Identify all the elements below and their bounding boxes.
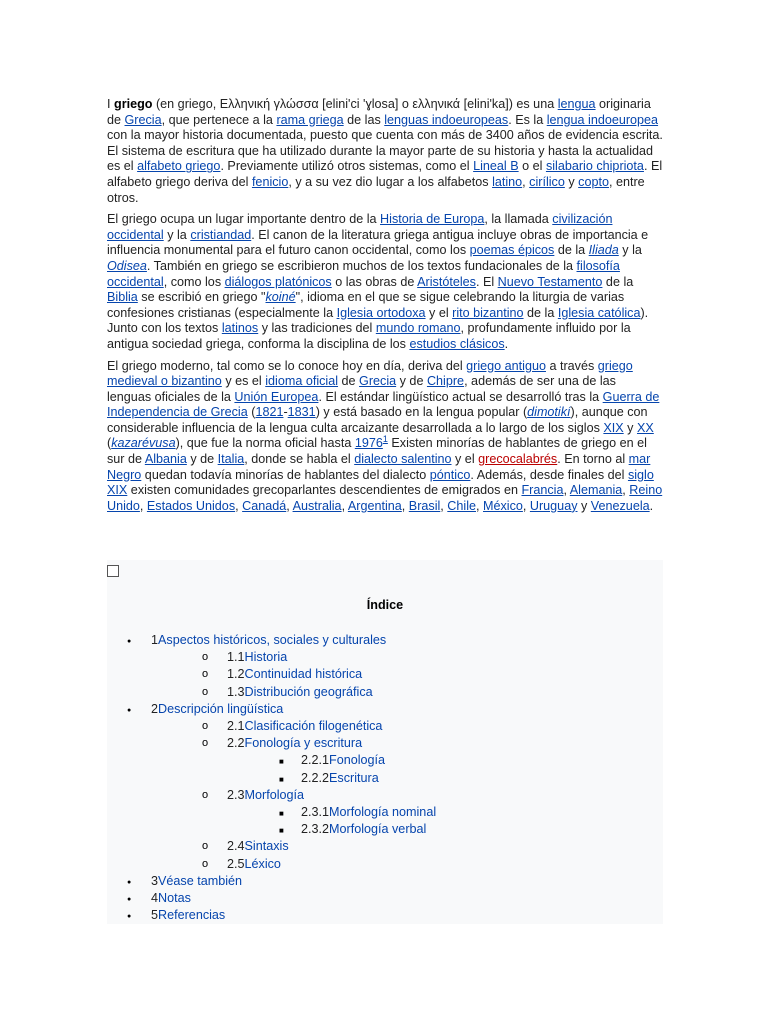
link-alfabeto-griego[interactable]: alfabeto griego [137, 159, 221, 174]
toc-item[interactable] [227, 839, 289, 855]
link-lineal-b[interactable]: Lineal B [473, 159, 519, 174]
text: , profundamente influido por la antigua sociedad griega, conforma la disciplina de los [107, 321, 631, 351]
toc-item[interactable] [227, 788, 304, 804]
toc-item[interactable] [301, 771, 379, 787]
text: , [401, 498, 409, 513]
toc-bullet-icon: ■ [279, 774, 284, 784]
text: a través [545, 358, 598, 373]
text: . El [475, 274, 498, 289]
text: . Además, desde finales del [470, 467, 628, 482]
text: de la [602, 274, 634, 289]
link-italia[interactable]: Italia [217, 452, 245, 467]
text: de las [343, 112, 385, 127]
text: , como los [163, 274, 225, 289]
toc-bullet-icon: ● [127, 913, 132, 921]
text: ) y está basado en la lengua popular ( [315, 405, 528, 420]
text: I [107, 97, 114, 111]
toc-item-link[interactable]: Distribución geográfica [244, 684, 373, 699]
toc-bullet-icon: o [202, 857, 209, 870]
text: se escribió en griego " [137, 290, 266, 305]
text: y de [186, 452, 218, 467]
link-estudios-clasicos[interactable]: estudios clásicos [409, 336, 505, 351]
toc-bullet-icon: o [202, 685, 209, 698]
link-1831[interactable]: 1831 [287, 405, 316, 420]
link-argentina[interactable]: Argentina [347, 498, 402, 513]
article-body [107, 97, 663, 520]
link-grecocalabres[interactable]: grecocalabrés [478, 452, 558, 467]
link-cristiandad[interactable]: cristiandad [190, 227, 252, 242]
text: quedan todavía minorías de hablantes del dialecto [141, 467, 430, 482]
toc-item-link[interactable]: Continuidad histórica [244, 667, 363, 682]
link-venezuela[interactable]: Venezuela [590, 498, 650, 513]
toc-item-link[interactable]: Morfología nominal [329, 805, 437, 819]
link-iglesia-catolica[interactable]: Iglesia católica [557, 305, 641, 320]
toc-bullet-icon: ● [127, 638, 132, 645]
toc-item[interactable] [151, 908, 225, 924]
text: , [476, 498, 483, 513]
text: , y a su vez dio lugar a los alfabetos [288, 174, 493, 189]
text: , [522, 174, 530, 189]
link-mexico[interactable]: México [483, 498, 523, 513]
link-albania[interactable]: Albania [144, 452, 187, 467]
text: , [139, 498, 147, 513]
text: . El alfabeto griego deriva del [107, 159, 663, 189]
link-siglo-xix[interactable]: XIX [603, 420, 624, 435]
toc-item-link[interactable]: Aspectos históricos, sociales y culturales [158, 633, 387, 647]
link-rama-griega[interactable]: rama griega [276, 112, 344, 127]
text: de [338, 374, 360, 389]
link-silabario-chipriota[interactable]: silabario chipriota [545, 159, 644, 174]
link-chipre[interactable]: Chipre [426, 374, 465, 389]
text: y [577, 498, 591, 513]
text: El griego moderno, tal como se lo conoce hoy en día, deriva del [107, 358, 467, 373]
link-dialogos-platonicos[interactable]: diálogos platónicos [224, 274, 332, 289]
text: - [283, 405, 288, 420]
link-siglo-xix-2[interactable]: siglo XIX [107, 467, 654, 498]
text: ( [107, 436, 112, 451]
link-cirilico[interactable]: cirílico [529, 174, 565, 189]
toc-item-link[interactable]: Historia [244, 650, 288, 665]
toc-title: Índice [366, 598, 404, 612]
text: de la [554, 243, 589, 258]
toc-bullet-icon: o [202, 737, 209, 750]
text: ), que fue la norma oficial hasta [175, 436, 355, 451]
toc-bullet-icon: o [202, 720, 209, 732]
text: , donde se habla el [244, 452, 355, 467]
text: , que pertenece a la [161, 112, 277, 127]
toc-item-link[interactable]: Véase también [158, 873, 243, 888]
text: . El canon de la literatura griega antigua incluye obras de importancia e influencia monumental para el futuro canon occidental, como los [107, 227, 649, 258]
link-kazarevusa[interactable]: kazarévusa [111, 436, 176, 451]
toc-item-link[interactable]: Morfología verbal [329, 822, 427, 837]
toc-item-number: 2.3.1 [301, 805, 330, 819]
toc-item-number: 1 [151, 633, 159, 647]
text: y las tradiciones del [258, 321, 376, 336]
link-nuevo-testamento[interactable]: Nuevo Testamento [497, 274, 603, 289]
toc-item[interactable] [151, 891, 191, 907]
toc-item-link[interactable]: Fonología [329, 753, 386, 768]
toc-item-number: 5 [151, 908, 159, 923]
paragraph-1 [107, 97, 663, 206]
toc-item-number: 1.1 [227, 650, 245, 665]
text: . [649, 498, 654, 513]
link-iglesia-ortodoxa[interactable]: Iglesia ortodoxa [336, 305, 426, 320]
text: ( [247, 405, 256, 420]
text: y [623, 420, 637, 435]
toc-item[interactable] [151, 874, 242, 890]
toc-item-number: 4 [151, 891, 159, 905]
article-subject: griego [114, 97, 153, 111]
link-canada[interactable]: Canadá [242, 498, 287, 513]
text: , [563, 483, 570, 498]
link-mundo-romano[interactable]: mundo romano [375, 321, 461, 336]
table-of-contents [107, 560, 663, 924]
toc-item-number: 2.2 [227, 736, 245, 751]
text: , entre otros. [107, 174, 645, 205]
text: o las obras de [331, 274, 418, 289]
link-siglo-xx[interactable]: XX [636, 420, 654, 435]
toc-bullet-icon: ■ [279, 826, 284, 836]
toc-item-link[interactable]: Clasificación filogenética [244, 719, 383, 733]
text: , [440, 498, 448, 513]
link-biblia[interactable]: Biblia [107, 290, 138, 305]
toc-item-link[interactable]: Escritura [329, 770, 379, 785]
toc-item-link[interactable]: Morfología [244, 787, 305, 802]
link-historia-europa[interactable]: Historia de Europa [380, 212, 485, 227]
link-civilizacion-occidental[interactable]: civilización occidental [107, 212, 613, 242]
toc-item-number: 2.4 [227, 839, 245, 854]
text: y la [163, 227, 191, 242]
text: , [235, 498, 243, 513]
toc-item[interactable] [227, 857, 281, 873]
link-dialecto-salentino[interactable]: dialecto salentino [354, 452, 452, 467]
text: existen comunidades grecoparlantes descendientes de emigrados en [127, 483, 522, 498]
link-union-europea[interactable]: Unión Europea [234, 389, 319, 404]
text: , [341, 498, 348, 513]
link-idioma-oficial[interactable]: idioma oficial [265, 374, 339, 389]
link-francia[interactable]: Francia [521, 483, 564, 498]
text: y el [451, 452, 479, 467]
toc-item-link[interactable]: Sintaxis [244, 839, 289, 854]
text: . En torno al [557, 452, 629, 467]
link-filosofia-occidental[interactable]: filosofía occidental [107, 258, 620, 289]
toc-item-link[interactable]: Notas [158, 891, 191, 905]
toc-item[interactable] [227, 736, 362, 752]
link-lengua-indoeuropea[interactable]: lengua indoeuropea [546, 112, 659, 127]
toc-item-number: 2.3.2 [301, 822, 330, 837]
toc-item[interactable] [301, 822, 426, 838]
toc-item-number: 2.3 [227, 787, 245, 802]
text: , la llamada [484, 212, 553, 227]
toc-item-number: 1.3 [227, 684, 245, 699]
text: y la [618, 243, 642, 258]
link-odisea[interactable]: Odisea [107, 258, 147, 273]
text: con la mayor historia documentada, puesto que cuenta con más de 3400 años de evidencia escrita. El sistema de escritura que ha utilizado durante la mayor parte de su historia y hasta la actualidad es el [107, 128, 663, 174]
link-pontico[interactable]: póntico [429, 467, 471, 482]
toc-bullet-icon: o [202, 788, 209, 801]
link-1821[interactable]: 1821 [255, 405, 284, 420]
link-latino[interactable]: latino [492, 174, 523, 189]
toc-item-link[interactable]: Fonología y escritura [244, 736, 363, 751]
link-uruguay[interactable]: Uruguay [529, 498, 578, 513]
link-guerra-independencia[interactable]: Guerra de Independencia de Grecia [107, 389, 660, 420]
toc-item-number: 2.2.2 [301, 770, 330, 785]
toc-item-link[interactable]: Descripción lingüística [158, 701, 284, 716]
toc-item-number: 1.2 [227, 667, 245, 682]
link-koine[interactable]: koiné [265, 290, 296, 305]
link-estados-unidos[interactable]: Estados Unidos [146, 498, 236, 513]
text: y el [425, 305, 453, 320]
text: y de [396, 374, 427, 389]
link-reino-unido[interactable]: Reino Unido [107, 483, 663, 513]
toc-bullet-icon: ■ [279, 757, 284, 767]
text: ), aunque con considerable influencia de la lengua culta arcaizante desarrollada a lo largo de los siglos [107, 405, 648, 435]
text: ", idioma en el que se sigue celebrando la liturgia de varias confesiones cristianas (especialmente la [107, 290, 625, 320]
link-chile[interactable]: Chile [447, 498, 476, 513]
toc-item[interactable] [227, 650, 287, 666]
link-rito-bizantino[interactable]: rito bizantino [452, 305, 524, 320]
link-mar-negro[interactable]: mar Negro [107, 452, 651, 482]
toc-bullet-icon: ■ [279, 809, 284, 818]
text: . [504, 336, 509, 351]
text: . El estándar lingüístico actual se desarrolló tras la [318, 389, 603, 404]
text: y [564, 174, 579, 189]
link-grecia-2[interactable]: Grecia [359, 374, 397, 389]
toc-item[interactable] [151, 633, 386, 649]
text: El griego ocupa un lugar importante dentro de la [107, 212, 381, 227]
link-aristoteles[interactable]: Aristóteles [417, 274, 476, 289]
toc-item[interactable] [227, 719, 382, 735]
link-copto[interactable]: copto [578, 174, 609, 189]
text: . Previamente utilizó otros sistemas, como el [220, 159, 474, 174]
link-latinos[interactable]: latinos [221, 321, 259, 336]
toc-bullet-icon: ● [127, 878, 132, 886]
text: (en griego, Ελληνική γλώσσα [elini'ci 'ɣlosa] o ελληνικά [elini'ka]) es una [152, 97, 558, 111]
link-grecia[interactable]: Grecia [124, 112, 162, 127]
paragraph-2 [107, 212, 663, 352]
text: originaria de [107, 97, 651, 127]
link-dimotiki[interactable]: dimotikí [527, 405, 571, 420]
text: o el [518, 159, 546, 174]
toc-bullet-icon: o [202, 840, 209, 853]
toc-item[interactable] [227, 667, 362, 683]
link-1976[interactable]: 1976 [354, 436, 383, 451]
toc-item[interactable] [227, 685, 373, 701]
footnote-link[interactable]: 1 [382, 434, 388, 445]
text: , [522, 498, 530, 513]
toc-item[interactable] [151, 702, 283, 718]
link-brasil[interactable]: Brasil [408, 498, 441, 513]
toc-toggle-checkbox[interactable] [107, 565, 119, 577]
toc-bullet-icon: ● [127, 706, 132, 714]
toc-item-number: 2 [151, 701, 159, 716]
text: . También en griego se escribieron muchos de los textos fundacionales de la [146, 258, 577, 273]
toc-item-number: 2.2.1 [301, 753, 330, 768]
toc-item-number: 3 [151, 873, 159, 888]
text: y es el [221, 374, 266, 389]
text: , [286, 498, 293, 513]
link-lenguas-indoeuropeas[interactable]: lenguas indoeuropeas [384, 112, 509, 127]
toc-item[interactable] [301, 805, 436, 821]
link-griego-medieval[interactable]: griego medieval o bizantino [107, 358, 633, 389]
toc-bullet-icon: o [202, 651, 209, 664]
toc-bullet-icon: ● [127, 896, 132, 903]
text: . Es la [508, 112, 547, 127]
toc-item-link[interactable]: Referencias [158, 908, 226, 923]
toc-item-link[interactable]: Léxico [244, 856, 281, 871]
text: , además de ser una de las lenguas oficiales de la [107, 374, 616, 404]
text: de la [523, 305, 558, 320]
toc-item-number: 2.5 [227, 856, 245, 871]
link-alemania[interactable]: Alemania [569, 483, 623, 498]
toc-item[interactable] [301, 753, 385, 769]
link-australia[interactable]: Australia [292, 498, 342, 513]
link-fenicio[interactable]: fenicio [251, 174, 289, 189]
toc-item-number: 2.1 [227, 719, 245, 733]
toc-bullet-icon: o [202, 668, 209, 681]
paragraph-3 [107, 359, 663, 515]
link-lengua[interactable]: lengua [557, 97, 596, 111]
text: ). Junto con los textos [107, 305, 649, 336]
text: , [622, 483, 630, 498]
link-poemas-epicos[interactable]: poemas épicos [469, 243, 555, 258]
link-iliada[interactable]: Iliada [588, 243, 619, 258]
link-griego-antiguo[interactable]: griego antiguo [466, 358, 546, 373]
text: Existen minorías de hablantes de griego en el sur de [107, 436, 647, 467]
